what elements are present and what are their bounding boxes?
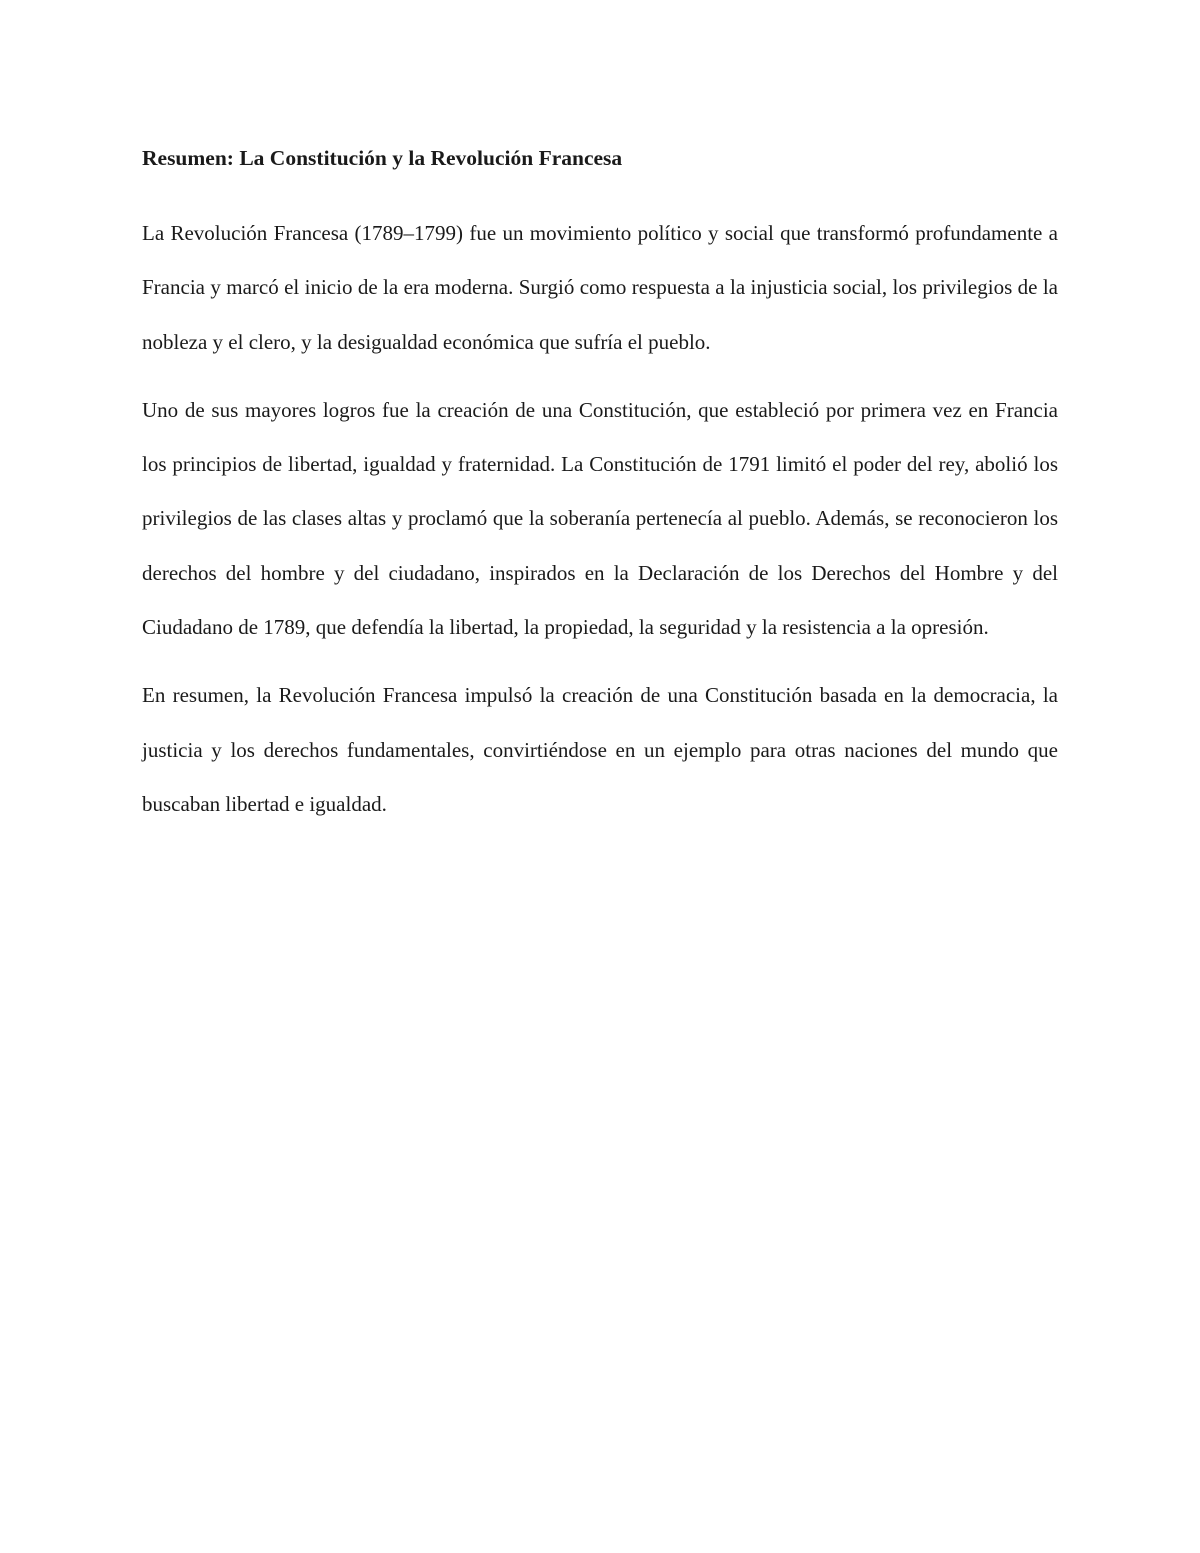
- document-title: Resumen: La Constitución y la Revolución Francesa: [142, 146, 623, 170]
- paragraph-constitution: Uno de sus mayores logros fue la creación de una Constitución, que estableció por primera vez en Francia los principios de libertad, igualdad y fraternidad. La Constitución de 1791 limitó el poder del rey, abolió los privilegios de las clases altas y proclamó que la soberanía pertenecía al pueblo. Además, se reconocieron los derechos del hombre y del ciudadano, inspirados en la Declaración de los Derechos del Hombre y del Ciudadano de 1789, que defendía la libertad, la propiedad, la seguridad y la resistencia a la opresión.: [142, 397, 1058, 640]
- paragraph-conclusion: En resumen, la Revolución Francesa impulsó la creación de una Constitución basada en la democracia, la justicia y los derechos fundamentales, convirtiéndose en un ejemplo para otras naciones del mundo que buscaban libertad e igualdad.: [142, 683, 1058, 816]
- document-body: [142, 138, 1058, 845]
- paragraph-intro: La Revolución Francesa (1789–1799) fue un movimiento político y social que transformó profundamente a Francia y marcó el inicio de la era moderna. Surgió como respuesta a la injusticia social, los privilegios de la nobleza y el clero, y la desigualdad económica que sufría el pueblo.: [142, 221, 1058, 354]
